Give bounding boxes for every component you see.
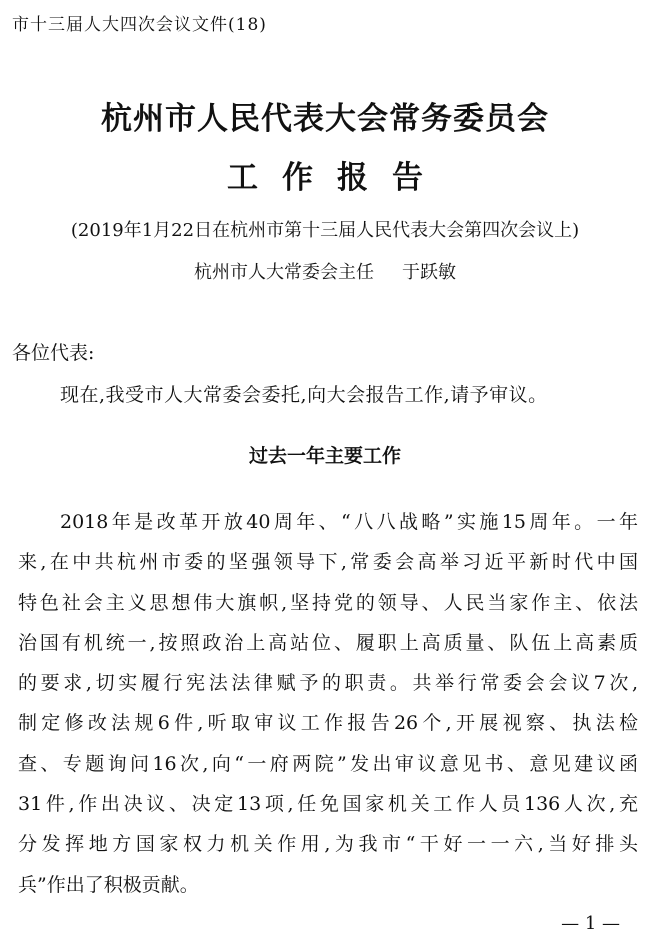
author-role: 杭州市人大常委会主任 xyxy=(194,262,374,283)
author-line xyxy=(0,258,650,284)
author-name: 于跃敏 xyxy=(402,262,456,283)
paragraph-line: 制定修改法规6件,听取审议工作报告26个,开展视察、执法检 xyxy=(18,712,638,735)
body-paragraph xyxy=(18,502,638,905)
report-title-line-2: 工作报告 xyxy=(227,160,447,196)
paragraph-line: 31件,作出决议、决定13项,任免国家机关工作人员136人次,充 xyxy=(18,793,638,816)
paragraph-line: 特色社会主义思想伟大旗帜,坚持党的领导、人民当家作主、依法 xyxy=(18,591,638,614)
paragraph-line: 分发挥地方国家权力机关作用,为我市“干好一一六,当好排头 xyxy=(18,833,638,856)
section-heading: 过去一年主要工作 xyxy=(248,445,401,467)
greeting: 各位代表: xyxy=(12,342,95,364)
paragraph-line: 的要求,切实履行宪法法律赋予的职责。共举行常委会会议7次, xyxy=(18,672,638,695)
page-number: — 1 — xyxy=(561,913,620,934)
paragraph-line: 2018年是改革开放40周年、“八八战略”实施15周年。一年 xyxy=(60,511,638,533)
report-title-line-1: 杭州市人民代表大会常务委员会 xyxy=(101,101,549,137)
paragraph-line: 兵”作出了积极贡献。 xyxy=(18,873,199,896)
paragraph-line: 来,在中共杭州市委的坚强领导下,常委会高举习近平新时代中国 xyxy=(18,551,638,574)
intro-paragraph: 现在,我受市人大常委会委托,向大会报告工作,请予审议。 xyxy=(60,384,548,406)
paragraph-line: 治国有机统一,按照政治上高站位、履职上高质量、队伍上高素质 xyxy=(18,631,638,654)
paragraph-line: 查、专题询问16次,向“一府两院”发出审议意见书、意见建议函 xyxy=(18,752,638,775)
document-file-label: 市十三届人大四次会议文件(18) xyxy=(12,15,267,35)
meeting-date-line: (2019年1月22日在杭州市第十三届人民代表大会第四次会议上) xyxy=(70,220,580,241)
